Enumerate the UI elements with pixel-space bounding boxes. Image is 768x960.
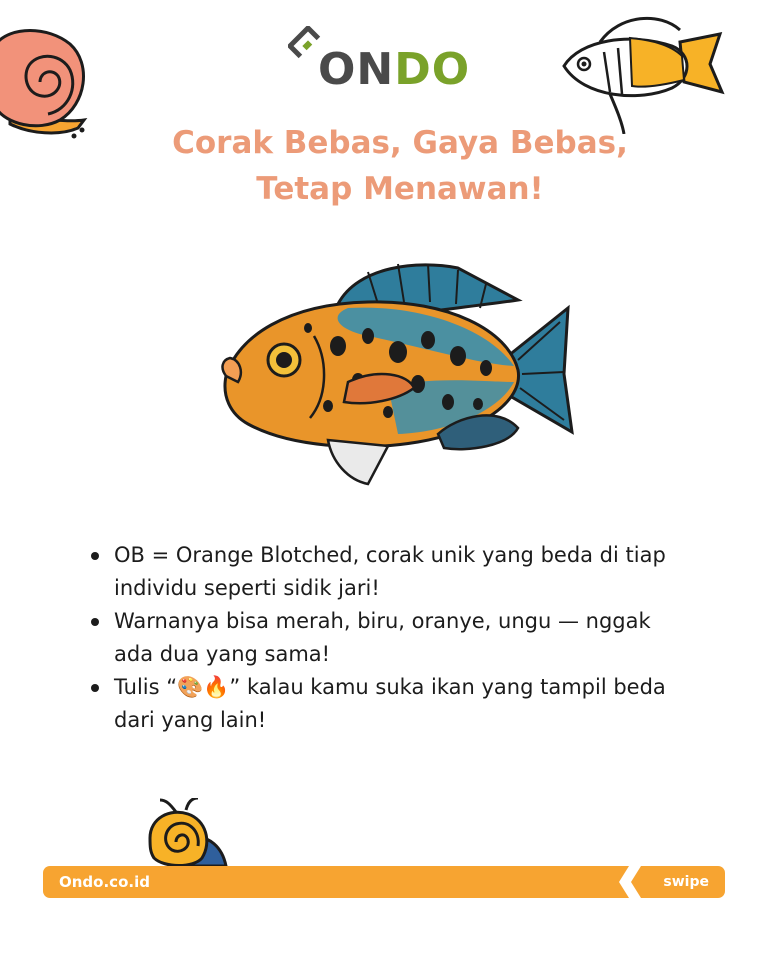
list-item: OB = Orange Blotched, corak unik yang beda di tiap individu seperti sidik jari!: [88, 539, 688, 605]
logo-wordmark: [318, 44, 471, 95]
info-list: [88, 539, 688, 737]
footer-bar: [43, 866, 725, 898]
footer-site-link[interactable]: Ondo.co.id: [59, 873, 150, 891]
brand-logo: [286, 24, 486, 98]
snail-icon: [0, 24, 90, 139]
cichlid-icon: [560, 12, 730, 134]
swipe-button[interactable]: swipe: [663, 874, 709, 890]
blotched-fish-icon: [218, 256, 578, 488]
title-line-2: Tetap Menawan!: [256, 171, 544, 207]
logo-on: ON: [318, 44, 395, 95]
snail-small-icon: [146, 798, 230, 868]
title-line-1: Corak Bebas, Gaya Bebas,: [172, 125, 628, 161]
list-item: Warnanya bisa merah, biru, oranye, ungu — nggak ada dua yang sama!: [88, 605, 688, 671]
logo-do: DO: [394, 44, 471, 95]
chevron-left-icon: [611, 866, 671, 898]
list-item: Tulis “🎨🔥” kalau kamu suka ikan yang tampil beda dari yang lain!: [88, 671, 688, 737]
